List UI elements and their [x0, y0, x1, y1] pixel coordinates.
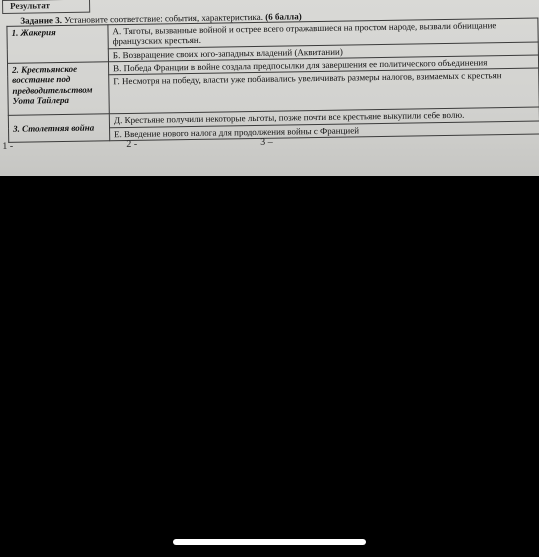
answer-2: 2 -	[126, 138, 138, 151]
answer-1: 1 -	[2, 140, 14, 152]
event-cell: 2. Крестьянское восстание под предводительством Уота Тайлера	[7, 62, 109, 116]
characteristic-cell: Б. Возвращение своих юго-западных владений (Аквитании)	[108, 42, 538, 62]
answer-3: 3 –	[260, 136, 273, 148]
home-indicator[interactable]	[173, 539, 366, 545]
worksheet-photo	[0, 0, 539, 176]
task-points: (6 балла)	[265, 11, 302, 22]
characteristic-cell: А. Тяготы, вызванные войной и острее всего отражавшиеся на простом народе, вызвали обнищание французских крестьян.	[108, 18, 538, 48]
task-number: Задание 3.	[20, 15, 63, 26]
task-instruction: Установите соответствие: события, характеристика.	[64, 11, 264, 25]
worksheet-page	[0, 0, 539, 176]
result-label: Результат	[10, 0, 50, 11]
dark-area	[0, 176, 539, 557]
characteristic-cell: В. Победа Франции в войне создала предпосылки для завершения ее политического объединения	[108, 55, 538, 75]
event-cell: 3. Столетняя война	[8, 114, 109, 142]
characteristic-cell: Е. Введение нового налога для продолжения войны с Францией	[110, 121, 539, 141]
characteristic-cell: Д. Крестьяне получили некоторые льготы, позже почти все крестьяне выкупили себе волю.	[109, 107, 539, 127]
characteristic-cell: Г. Несмотря на победу, власти уже побаивались увеличивать размеры налогов, взимаемых с крестьян	[109, 68, 539, 114]
matching-table	[6, 18, 539, 143]
event-cell: 1. Жакерия	[7, 25, 109, 64]
